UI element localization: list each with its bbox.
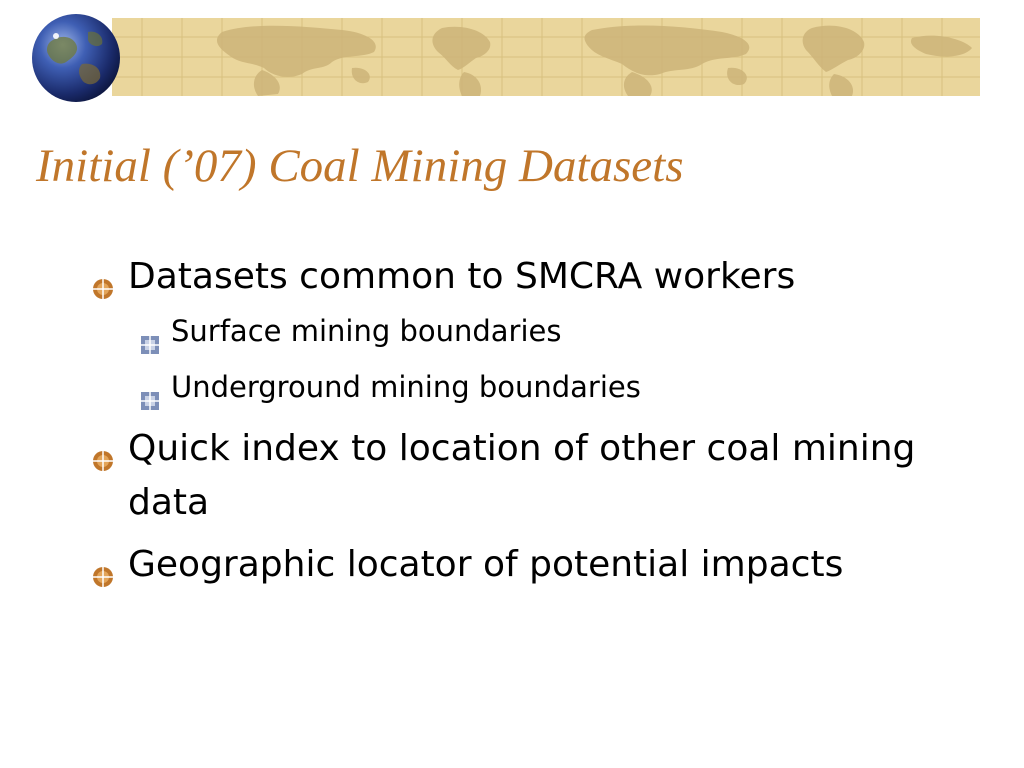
bullet-item [88, 538, 968, 592]
world-map-banner [112, 18, 980, 96]
globe-icon [30, 12, 122, 104]
square-bullet-icon [140, 322, 160, 342]
bullet-text: Geographic locator of potential impacts [128, 544, 844, 585]
bullet-item [88, 250, 968, 304]
world-map-graphic [112, 18, 980, 96]
sub-bullet-text: Underground mining boundaries [171, 370, 641, 404]
square-bullet-icon [140, 378, 160, 398]
gear-bullet-icon [91, 551, 115, 575]
bullet-text: Datasets common to SMCRA workers [128, 256, 796, 297]
sub-bullet-item [88, 364, 968, 410]
sub-bullet-text: Surface mining boundaries [171, 314, 562, 348]
sub-bullet-item [88, 308, 968, 354]
bullet-item [88, 422, 968, 530]
bullet-text: Quick index to location of other coal mining data [128, 428, 916, 523]
slide-title: Initial (’07) Coal Mining Datasets [36, 140, 684, 192]
gear-bullet-icon [91, 435, 115, 459]
bullet-list [88, 250, 968, 596]
gear-bullet-icon [91, 263, 115, 287]
